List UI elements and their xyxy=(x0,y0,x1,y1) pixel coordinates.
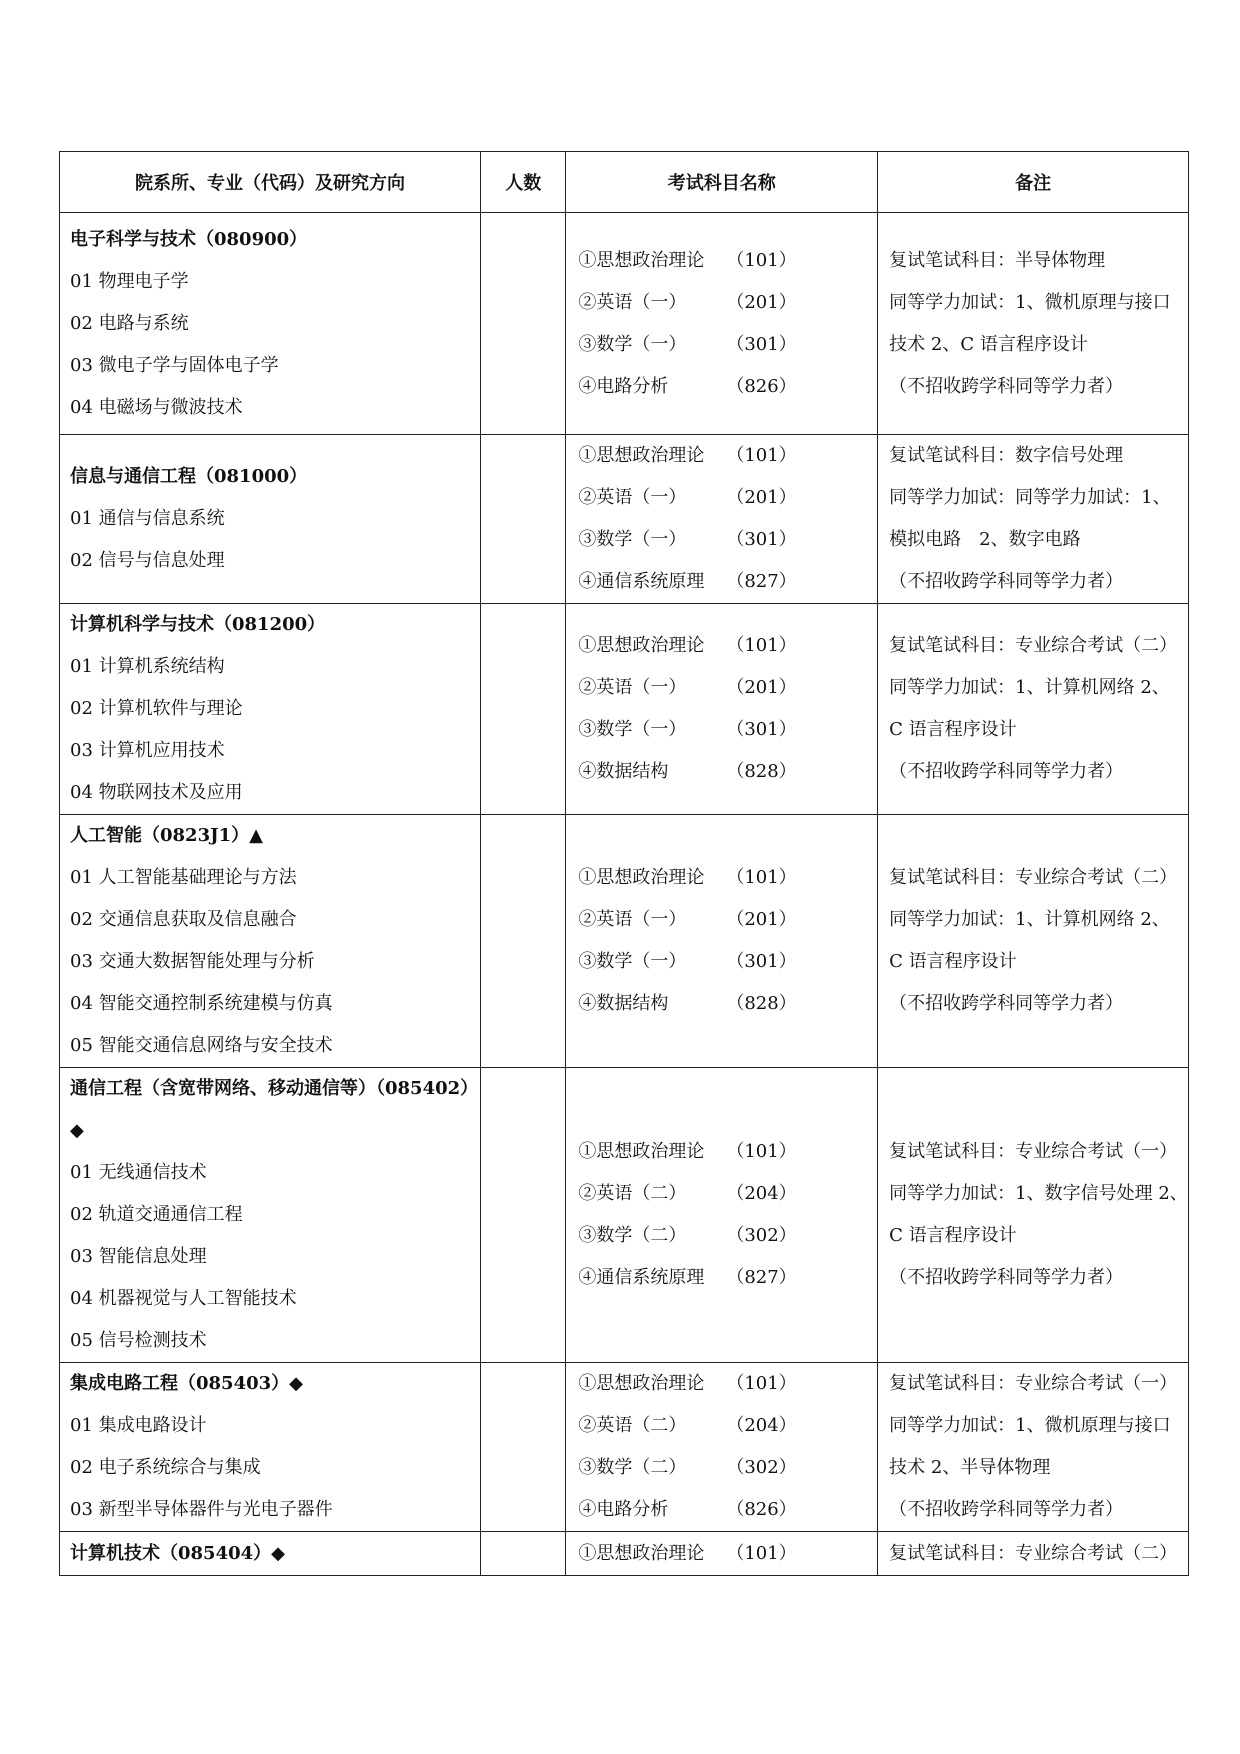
exam-name: ③数学（二） xyxy=(578,1225,687,1246)
note-line: C 语言程序设计 xyxy=(889,719,1017,740)
note-line: 复试笔试科目：半导体物理 xyxy=(889,249,1106,271)
exam-subject xyxy=(566,477,877,519)
exam-code: （301） xyxy=(726,529,797,550)
major-title: 集成电路工程（085403）◆ xyxy=(70,1373,303,1394)
exam-code: （826） xyxy=(726,375,797,397)
research-direction: 01 计算机系统结构 xyxy=(70,656,225,677)
major-title: 计算机科学与技术（081200） xyxy=(70,614,326,635)
exam-code: （301） xyxy=(726,951,797,972)
exam-subject xyxy=(566,751,877,793)
notes-cell xyxy=(878,213,1189,435)
exam-code: （301） xyxy=(726,333,797,355)
note-line: （不招收跨学科同等学力者） xyxy=(889,761,1124,782)
research-direction: 01 人工智能基础理论与方法 xyxy=(70,867,297,888)
major-mark: ◆ xyxy=(70,1120,84,1141)
note-line: 复试笔试科目：专业综合考试（一） xyxy=(889,1141,1178,1162)
exam-subject xyxy=(566,1489,877,1531)
note-line: 同等学力加试：1、计算机网络 2、 xyxy=(889,677,1170,698)
research-direction: 03 交通大数据智能处理与分析 xyxy=(70,951,315,972)
note-line: 复试笔试科目：专业综合考试（二） xyxy=(889,867,1178,888)
major-cell xyxy=(60,1363,481,1532)
exam-name: ②英语（一） xyxy=(578,487,687,508)
exam-code: （302） xyxy=(726,1457,797,1478)
exam-cell xyxy=(566,1532,878,1576)
note-line: 同等学力加试：同等学力加试：1、 xyxy=(889,487,1171,508)
notes-cell xyxy=(878,1068,1189,1363)
table-row xyxy=(60,604,1189,815)
research-direction: 02 计算机软件与理论 xyxy=(70,698,243,719)
exam-subject xyxy=(566,1257,877,1299)
research-direction: 01 通信与信息系统 xyxy=(70,508,225,529)
exam-subject xyxy=(566,857,877,899)
exam-code: （101） xyxy=(726,1373,797,1394)
note-line: 同等学力加试：1、计算机网络 2、 xyxy=(889,909,1170,930)
exam-code: （101） xyxy=(726,1141,797,1162)
exam-code: （826） xyxy=(726,1499,797,1520)
research-direction: 02 轨道交通通信工程 xyxy=(70,1204,243,1225)
exam-name: ②英语（二） xyxy=(578,1415,687,1436)
exam-code: （101） xyxy=(726,867,797,888)
exam-name: ②英语（一） xyxy=(578,909,687,930)
note-line: 复试笔试科目：专业综合考试（二） xyxy=(889,635,1178,656)
exam-subject xyxy=(566,561,877,603)
count-cell xyxy=(481,1532,566,1576)
exam-name: ①思想政治理论 xyxy=(578,1373,705,1394)
research-direction: 05 信号检测技术 xyxy=(70,1330,207,1351)
note-line: （不招收跨学科同等学力者） xyxy=(889,1499,1124,1520)
note-line: 技术 2、半导体物理 xyxy=(889,1457,1051,1478)
exam-subject xyxy=(566,1173,877,1215)
major-title: 人工智能（0823J1）▲ xyxy=(70,825,263,846)
major-title: 信息与通信工程（081000） xyxy=(70,466,308,487)
note-line: （不招收跨学科同等学力者） xyxy=(889,993,1124,1014)
table-row xyxy=(60,213,1189,435)
exam-subject xyxy=(566,1215,877,1257)
research-direction: 01 物理电子学 xyxy=(70,270,189,292)
exam-subject xyxy=(566,1447,877,1489)
exam-cell xyxy=(566,604,878,815)
note-line: 同等学力加试：1、微机原理与接口 xyxy=(889,1415,1171,1436)
major-title: 计算机技术（085404）◆ xyxy=(70,1542,285,1564)
exam-code: （201） xyxy=(726,487,797,508)
note-line: （不招收跨学科同等学力者） xyxy=(889,571,1124,592)
table-body xyxy=(60,213,1189,1576)
research-direction: 03 计算机应用技术 xyxy=(70,740,225,761)
exam-subject xyxy=(566,941,877,983)
note-line: 复试笔试科目：数字信号处理 xyxy=(889,445,1124,466)
exam-code: （101） xyxy=(726,249,797,271)
research-direction: 03 新型半导体器件与光电子器件 xyxy=(70,1499,333,1520)
exam-subject xyxy=(566,435,877,477)
notes-cell xyxy=(878,815,1189,1068)
exam-name: ③数学（一） xyxy=(578,333,687,355)
exam-subject xyxy=(566,240,877,282)
research-direction: 02 电子系统综合与集成 xyxy=(70,1457,261,1478)
notes-cell xyxy=(878,1363,1189,1532)
note-line: 复试笔试科目：专业综合考试（二） xyxy=(889,1542,1178,1564)
header-major: 院系所、专业（代码）及研究方向 xyxy=(60,152,481,213)
count-cell xyxy=(481,1068,566,1363)
exam-code: （101） xyxy=(726,445,797,466)
major-cell xyxy=(60,815,481,1068)
exam-code: （201） xyxy=(726,677,797,698)
table-row xyxy=(60,435,1189,604)
exam-name: ②英语（二） xyxy=(578,1183,687,1204)
exam-subject xyxy=(566,1533,877,1575)
exam-name: ②英语（一） xyxy=(578,677,687,698)
header-count: 人数 xyxy=(481,152,566,213)
note-line: C 语言程序设计 xyxy=(889,1225,1017,1246)
exam-subject xyxy=(566,366,877,408)
major-cell xyxy=(60,1532,481,1576)
research-direction: 03 微电子学与固体电子学 xyxy=(70,354,279,376)
exam-code: （101） xyxy=(726,1542,797,1564)
exam-name: ④通信系统原理 xyxy=(578,1267,705,1288)
notes-cell xyxy=(878,435,1189,604)
major-title: 通信工程（含宽带网络、移动通信等）（085402） xyxy=(70,1078,479,1099)
research-direction: 02 交通信息获取及信息融合 xyxy=(70,909,297,930)
exam-code: （828） xyxy=(726,761,797,782)
exam-code: （302） xyxy=(726,1225,797,1246)
research-direction: 01 无线通信技术 xyxy=(70,1162,207,1183)
exam-cell xyxy=(566,815,878,1068)
exam-cell xyxy=(566,1363,878,1532)
research-direction: 04 机器视觉与人工智能技术 xyxy=(70,1288,297,1309)
exam-code: （101） xyxy=(726,635,797,656)
table-row xyxy=(60,1068,1189,1363)
note-line: 复试笔试科目：专业综合考试（一） xyxy=(889,1373,1178,1394)
exam-name: ①思想政治理论 xyxy=(578,635,705,656)
notes-cell xyxy=(878,604,1189,815)
note-line: C 语言程序设计 xyxy=(889,951,1017,972)
exam-name: ④数据结构 xyxy=(578,761,669,782)
exam-code: （827） xyxy=(726,571,797,592)
count-cell xyxy=(481,604,566,815)
exam-code: （828） xyxy=(726,993,797,1014)
exam-code: （204） xyxy=(726,1183,797,1204)
exam-name: ①思想政治理论 xyxy=(578,445,705,466)
exam-code: （827） xyxy=(726,1267,797,1288)
count-cell xyxy=(481,815,566,1068)
exam-name: ④数据结构 xyxy=(578,993,669,1014)
exam-code: （201） xyxy=(726,909,797,930)
research-direction: 04 物联网技术及应用 xyxy=(70,782,243,803)
exam-name: ④通信系统原理 xyxy=(578,571,705,592)
major-title: 电子科学与技术（080900） xyxy=(70,228,308,250)
exam-subject xyxy=(566,519,877,561)
exam-subject xyxy=(566,625,877,667)
major-cell xyxy=(60,435,481,604)
header-notes: 备注 xyxy=(878,152,1189,213)
exam-name: ①思想政治理论 xyxy=(578,1542,705,1564)
exam-subject xyxy=(566,899,877,941)
exam-name: ③数学（一） xyxy=(578,951,687,972)
research-direction: 03 智能信息处理 xyxy=(70,1246,207,1267)
note-line: （不招收跨学科同等学力者） xyxy=(889,375,1124,397)
exam-name: ③数学（一） xyxy=(578,529,687,550)
research-direction: 04 智能交通控制系统建模与仿真 xyxy=(70,993,333,1014)
exam-name: ③数学（二） xyxy=(578,1457,687,1478)
research-direction: 01 集成电路设计 xyxy=(70,1415,207,1436)
exam-code: （201） xyxy=(726,291,797,313)
major-cell xyxy=(60,213,481,435)
research-direction: 04 电磁场与微波技术 xyxy=(70,396,243,418)
major-cell xyxy=(60,604,481,815)
count-cell xyxy=(481,1363,566,1532)
exam-name: ④电路分析 xyxy=(578,1499,669,1520)
table-row xyxy=(60,815,1189,1068)
exam-subject xyxy=(566,1131,877,1173)
exam-cell xyxy=(566,435,878,604)
note-line: 同等学力加试：1、数字信号处理 2、 xyxy=(889,1183,1188,1204)
research-direction: 02 信号与信息处理 xyxy=(70,550,225,571)
table-header-row xyxy=(60,152,1189,213)
exam-subject xyxy=(566,709,877,751)
header-exams: 考试科目名称 xyxy=(566,152,878,213)
exam-name: ①思想政治理论 xyxy=(578,249,705,271)
note-line: 模拟电路 2、数字电路 xyxy=(889,529,1081,550)
exam-subject xyxy=(566,983,877,1025)
exam-subject xyxy=(566,282,877,324)
exam-name: ④电路分析 xyxy=(578,375,669,397)
table-row xyxy=(60,1532,1189,1576)
note-line: 同等学力加试：1、微机原理与接口 xyxy=(889,291,1171,313)
research-direction: 05 智能交通信息网络与安全技术 xyxy=(70,1035,333,1056)
exam-name: ③数学（一） xyxy=(578,719,687,740)
research-direction: 02 电路与系统 xyxy=(70,312,189,334)
exam-cell xyxy=(566,213,878,435)
exam-subject xyxy=(566,667,877,709)
exam-subject xyxy=(566,324,877,366)
exam-name: ①思想政治理论 xyxy=(578,867,705,888)
exam-code: （301） xyxy=(726,719,797,740)
note-line: （不招收跨学科同等学力者） xyxy=(889,1267,1124,1288)
note-line: 技术 2、C 语言程序设计 xyxy=(889,333,1088,355)
exam-code: （204） xyxy=(726,1415,797,1436)
admissions-table xyxy=(59,151,1189,1576)
count-cell xyxy=(481,213,566,435)
major-cell xyxy=(60,1068,481,1363)
exam-subject xyxy=(566,1363,877,1405)
count-cell xyxy=(481,435,566,604)
exam-subject xyxy=(566,1405,877,1447)
exam-cell xyxy=(566,1068,878,1363)
exam-name: ②英语（一） xyxy=(578,291,687,313)
exam-name: ①思想政治理论 xyxy=(578,1141,705,1162)
notes-cell xyxy=(878,1532,1189,1576)
table-row xyxy=(60,1363,1189,1532)
